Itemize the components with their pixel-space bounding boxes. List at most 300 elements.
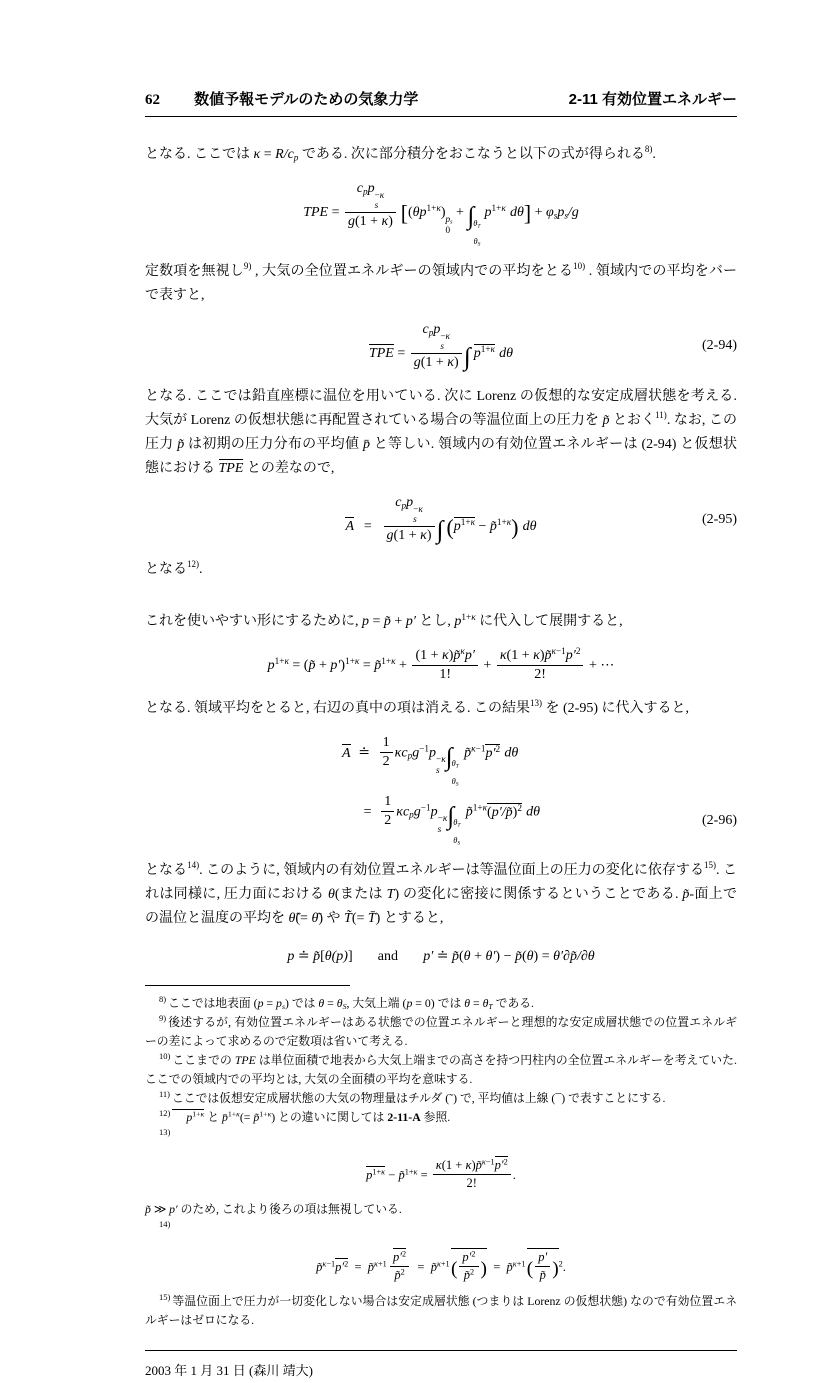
math-roman: 1+ <box>426 203 437 214</box>
subscript <box>456 764 459 770</box>
math-italic: κ <box>322 1259 327 1269</box>
equation-body-line-2 <box>342 794 540 845</box>
math-roman: 2 <box>495 743 501 754</box>
superscript <box>576 646 581 656</box>
math-roman: ( <box>407 205 413 221</box>
lower-limit <box>473 238 480 246</box>
math-roman: − <box>385 1168 399 1183</box>
math-roman: = 0) <box>412 996 435 1011</box>
stacked-supsub <box>438 813 448 834</box>
math-italic: p′ <box>491 804 502 820</box>
footnote-marker: 14) <box>159 1219 171 1230</box>
math-roman: ) <box>539 648 545 664</box>
math-italic: p̄ <box>362 436 370 452</box>
fraction <box>535 1250 550 1282</box>
math-roman: −1 <box>555 645 566 656</box>
math-italic: c <box>395 494 402 510</box>
math-italic: T <box>455 763 459 770</box>
math-roman: 2 <box>400 1267 405 1277</box>
math-roman: ) = <box>533 949 554 965</box>
numerator <box>384 495 435 526</box>
superscript <box>481 344 495 354</box>
math-italic: p̃ <box>505 804 513 820</box>
denominator <box>412 665 477 683</box>
math-roman: ] <box>347 949 353 965</box>
math-italic: p <box>257 996 264 1011</box>
math-italic: p̃ <box>464 745 472 761</box>
footnote-reference: 15) <box>703 860 716 871</box>
math-italic: p <box>406 996 413 1011</box>
lower-limit <box>452 778 459 786</box>
math-italic: κ <box>442 648 449 664</box>
math-italic: κ <box>354 656 360 667</box>
math-roman: (= <box>239 1110 254 1125</box>
equation-stack <box>342 735 540 845</box>
overline <box>342 744 351 762</box>
math-italic: θ′∂p̃/∂θ <box>553 949 595 965</box>
math-italic: p′ <box>464 648 475 664</box>
math-roman: −1 <box>420 802 431 813</box>
text-run: とおく <box>609 412 656 428</box>
math-roman: + <box>395 658 411 674</box>
footnote-marker: 10) <box>159 1051 171 1062</box>
inline-math <box>145 1202 178 1216</box>
header-left <box>145 88 418 109</box>
subscript <box>477 223 480 229</box>
integral-sign: ∫ <box>445 743 453 771</box>
math-italic: p̃ <box>452 949 459 965</box>
fraction <box>390 1248 409 1282</box>
math-italic: p <box>454 614 462 630</box>
math-italic: κ <box>465 1158 472 1173</box>
text-run: ここでは仮想安定成層状態の大気の物理量はチルダ (˜) で, 平均値は上線 (¯) で表すことにする. <box>172 1091 666 1106</box>
equation-body <box>303 181 579 247</box>
paragraph-3 <box>145 385 737 481</box>
math-italic: θ <box>451 759 456 769</box>
math-italic: p <box>409 810 414 821</box>
page-number: 62 <box>145 92 160 108</box>
math-italic: θ <box>318 996 325 1011</box>
superscript <box>471 1250 475 1259</box>
math-italic: p̃ <box>398 1168 405 1183</box>
overline <box>219 459 244 477</box>
footnote-marker: 12) <box>159 1108 171 1119</box>
math-italic: s <box>553 210 558 221</box>
subscript <box>413 514 423 525</box>
superscript <box>375 190 385 201</box>
math-italic: p̃ <box>308 658 316 674</box>
math-roman: 1+ <box>274 656 285 667</box>
math-italic: θ <box>473 218 478 228</box>
math-italic: p <box>473 346 481 362</box>
math-italic: p̃ <box>506 1259 513 1274</box>
math-italic: p <box>428 327 434 338</box>
superscript <box>381 656 395 666</box>
math-roman: 1+ <box>345 656 355 667</box>
overline <box>485 744 500 762</box>
math-roman: 2 <box>503 1157 508 1167</box>
big-delimiter: ) <box>480 1258 487 1280</box>
math-italic: p′ <box>393 1250 402 1265</box>
math-roman: = <box>359 658 375 674</box>
overline <box>335 1258 348 1274</box>
denominator <box>345 212 396 230</box>
math-roman: ≐ <box>358 745 370 761</box>
text-run: である. <box>492 996 535 1011</box>
math-roman: 2 <box>402 1249 407 1259</box>
math-italic: p′ <box>462 1250 472 1265</box>
math-italic: p′ <box>405 614 416 630</box>
equation-number: (2-95) <box>702 511 737 527</box>
math-italic: p <box>407 750 413 761</box>
math-italic: p <box>406 494 414 510</box>
math-italic: p̃ <box>544 648 552 664</box>
math-italic: κ <box>436 203 441 214</box>
overline <box>487 803 522 821</box>
superscript <box>504 1158 508 1167</box>
superscript <box>438 813 448 824</box>
superscript <box>436 754 446 765</box>
math-italic: T̄ <box>367 911 376 927</box>
math-roman: − <box>475 519 490 535</box>
math-italic: κ <box>284 656 289 667</box>
math-italic: θ <box>336 996 343 1011</box>
math-italic: c <box>356 181 363 196</box>
math-roman: = <box>417 1168 431 1183</box>
subscript <box>438 824 448 835</box>
math-italic: p <box>267 658 275 674</box>
math-roman: ( <box>459 949 464 965</box>
math-italic: p̃ <box>313 949 321 965</box>
math-roman: . <box>562 1259 566 1274</box>
math-italic: g <box>413 354 421 370</box>
math-roman: = <box>324 996 337 1011</box>
numerator <box>381 794 394 811</box>
math-italic: p <box>419 205 427 221</box>
math-italic: p′ <box>485 745 496 761</box>
math-italic: p̃ <box>539 1267 546 1282</box>
math-roman: ( <box>521 949 527 965</box>
math-italic: T <box>386 887 395 903</box>
footnote <box>145 1219 737 1238</box>
footnote-reference: 10) <box>573 260 586 271</box>
math-italic: θ <box>526 949 534 965</box>
footnote-reference: 9) <box>243 260 252 271</box>
math-roman: (1 + <box>420 354 448 370</box>
paragraph-6 <box>145 697 737 721</box>
math-italic: p̃ <box>453 648 461 664</box>
inline-math <box>344 911 380 926</box>
superscript <box>419 744 429 754</box>
math-italic: κ <box>471 743 476 754</box>
math-roman: 1+ <box>472 802 483 813</box>
superscript <box>228 1110 240 1119</box>
math-roman: ( <box>402 996 407 1011</box>
math-roman: = <box>263 996 277 1011</box>
math-roman: + <box>452 205 468 221</box>
big-delimiter: ( <box>526 1258 534 1280</box>
math-italic: dθ <box>522 519 537 535</box>
math-roman: 2 <box>382 754 390 770</box>
equation-number: (2-96) <box>702 813 737 829</box>
upper-limit <box>453 819 460 827</box>
math-italic: p <box>186 1110 193 1125</box>
math-italic: p′ <box>335 1259 345 1274</box>
math-italic: TPE <box>368 346 394 362</box>
numerator <box>412 645 477 665</box>
math-roman: 1+ <box>404 1167 414 1177</box>
text-run: . これは同様に, 圧力面における <box>145 863 738 903</box>
text-run: となる. ここでは <box>145 147 254 162</box>
inline-math <box>318 996 346 1010</box>
numerator <box>411 322 462 353</box>
math-italic: κ <box>381 1167 386 1177</box>
overline <box>527 1248 559 1282</box>
math-italic: p <box>401 500 407 511</box>
overline <box>172 1109 204 1125</box>
footnote <box>145 1013 737 1051</box>
text-run: (または <box>334 887 387 903</box>
math-italic: c <box>422 321 429 337</box>
math-italic: κ <box>445 330 450 341</box>
math-italic: θ <box>328 887 335 903</box>
math-roman: ) <box>448 648 454 664</box>
math-italic: T̃ <box>344 911 352 927</box>
text-run: 後述するが, 有効位置エネルギーはある状態での位置エネルギーと理想的な安定成層状態での位置エネルギーの差によって求めるので定数項は省いて考える. <box>145 1015 737 1049</box>
text-run: は単位面積で地表から大気上端までの高さを持つ円柱内の全位置エネルギーを考えていた. ここでの領域内での平均とは, 大気の全面積の平均を意味する. <box>145 1053 737 1087</box>
math-italic: κ <box>501 203 506 214</box>
overline <box>474 344 495 362</box>
math-italic: κ <box>379 189 385 200</box>
math-roman: − <box>374 189 380 200</box>
subscript <box>445 225 452 236</box>
math-italic: A <box>345 519 355 535</box>
math-italic: S <box>342 1002 347 1012</box>
numerator <box>380 735 393 752</box>
math-italic: T <box>477 223 481 230</box>
superscript <box>192 1110 204 1119</box>
math-roman: = <box>393 346 409 362</box>
footnote <box>145 1108 737 1127</box>
text-run: に代入して展開すると, <box>475 614 623 630</box>
superscript <box>470 1267 474 1276</box>
text-run: となる <box>145 863 188 879</box>
denominator <box>390 1266 409 1282</box>
equation-body <box>287 949 594 964</box>
math-italic: T <box>488 1002 493 1012</box>
math-italic: κ <box>506 517 512 528</box>
math-roman: ≫ <box>150 1202 170 1217</box>
math-italic: p̃ <box>145 1202 151 1217</box>
text-run: 等温位面上で圧力が一切変化しない場合は安定成層状態 (つまりは Lorenz の仮想状態) なので有効位置エネルギーはゼロになる. <box>145 1293 737 1327</box>
math-roman: 1+ <box>461 611 472 622</box>
text-run: や <box>323 911 345 927</box>
footnote-marker: 11) <box>159 1089 171 1100</box>
math-italic: p′ <box>330 658 341 674</box>
math-italic: κ <box>533 648 540 664</box>
math-italic: p <box>430 804 438 820</box>
text-run: との違いに関しては <box>275 1110 388 1125</box>
superscript <box>345 656 359 666</box>
fraction <box>411 322 462 371</box>
superscript <box>496 744 501 754</box>
fraction <box>345 181 396 230</box>
math-italic: p <box>433 321 441 337</box>
footnote-reference: 13) <box>530 698 542 709</box>
superscript <box>413 504 423 515</box>
fraction <box>433 1156 511 1190</box>
math-italic: θ <box>464 996 471 1011</box>
denominator <box>497 665 584 683</box>
superscript <box>401 1267 405 1276</box>
inline-math <box>464 996 492 1010</box>
math-italic: p̃ <box>394 1267 401 1282</box>
math-italic: TPE <box>234 1053 256 1068</box>
math-italic: s <box>374 200 379 211</box>
math-roman: − <box>437 813 443 824</box>
math-italic: κ <box>436 1259 441 1269</box>
denominator <box>411 353 462 371</box>
math-italic: p̃ <box>475 1158 482 1173</box>
math-italic: φ <box>545 205 554 221</box>
integral-limits <box>453 819 460 845</box>
overline <box>454 517 475 535</box>
math-roman: + <box>479 658 495 674</box>
equation-number: (2-94) <box>702 338 737 354</box>
math-italic: p̃ <box>430 1259 437 1274</box>
math-roman: − <box>436 754 442 765</box>
math-italic: p <box>445 213 451 224</box>
denominator <box>535 1266 550 1282</box>
math-italic: θ <box>453 818 458 828</box>
stacked-supsub <box>436 754 446 775</box>
footnote-marker: 8) <box>159 994 167 1005</box>
math-italic: κ <box>441 754 446 765</box>
math-roman: −1 <box>419 743 430 754</box>
stacked-supsub <box>375 190 385 211</box>
math-roman: 1 <box>384 794 392 810</box>
math-italic: p <box>362 614 369 630</box>
footnote <box>145 1292 737 1330</box>
math-roman: ) <box>512 804 518 820</box>
equation-body <box>366 1157 516 1190</box>
math-italic: p′ <box>423 949 434 965</box>
big-delimiter: ] <box>523 201 532 226</box>
math-italic: p <box>366 1168 373 1183</box>
math-italic: T <box>457 822 461 829</box>
subscript <box>440 341 450 352</box>
math-italic: θ̄ <box>311 911 319 927</box>
math-italic: κ <box>200 1110 205 1120</box>
math-italic: s <box>281 1002 285 1012</box>
numerator <box>459 1250 478 1265</box>
math-roman: ) <box>340 658 346 674</box>
math-italic: s <box>436 764 440 775</box>
text-run: . 領域内での平均をバーで表すと, <box>145 263 738 303</box>
subscript <box>478 241 481 247</box>
paragraph-7 <box>145 859 737 931</box>
superscript <box>461 517 475 527</box>
footnote-equation <box>145 1248 737 1282</box>
inline-math <box>363 437 370 452</box>
math-italic: s <box>450 219 453 226</box>
math-roman: −1 <box>475 743 486 754</box>
inline-math <box>219 461 244 476</box>
text-run: 定数項を無視し <box>145 263 244 279</box>
math-roman: ( <box>253 996 258 1011</box>
text-run: では <box>288 996 319 1011</box>
equation-body <box>267 645 615 683</box>
text-run: これを使いやすい形にするために, <box>145 614 362 630</box>
math-italic: κ <box>447 354 455 370</box>
math-italic: p <box>367 181 375 196</box>
inline-math <box>222 1110 275 1124</box>
text-run: ここでは地表面 <box>168 996 254 1011</box>
math-italic: p <box>484 205 492 221</box>
subscript <box>375 200 385 211</box>
text-run: となる. 領域平均をとると, 右辺の真中の項は消える. この結果 <box>145 701 530 717</box>
math-italic: dθ <box>526 804 541 820</box>
equation-p-definition <box>145 945 737 969</box>
math-italic: s <box>437 824 442 835</box>
math-roman: ) <box>454 354 459 370</box>
superscript <box>322 1259 335 1268</box>
subscript <box>436 765 446 776</box>
math-italic: κ <box>253 147 261 162</box>
superscript <box>437 1259 450 1268</box>
equation-expansion <box>145 645 737 683</box>
math-roman: ≐ <box>294 949 314 965</box>
math-italic: p <box>362 186 368 197</box>
math-italic: θ <box>463 949 471 965</box>
math-italic: κ <box>481 1157 486 1167</box>
superscript <box>440 331 450 342</box>
lower-limit <box>453 837 460 845</box>
math-roman: = <box>470 996 483 1011</box>
superscript <box>492 203 506 213</box>
math-italic: TPE <box>303 205 329 221</box>
math-italic: κ <box>413 1167 418 1177</box>
math-italic: p̃ <box>374 658 382 674</box>
overline <box>393 1248 406 1264</box>
math-roman: 2 <box>470 1267 475 1277</box>
fraction <box>381 794 394 829</box>
footnote <box>145 1089 737 1108</box>
superscript <box>482 1158 495 1167</box>
math-roman: 1+ <box>259 1110 268 1120</box>
math-roman: = <box>417 1259 425 1274</box>
equation-2-96 <box>145 735 737 845</box>
page-footer <box>145 1351 737 1383</box>
denominator <box>459 1266 478 1282</box>
math-italic: κ <box>267 1110 272 1120</box>
math-italic: /g <box>567 205 579 221</box>
math-italic: θ̃ <box>288 911 296 927</box>
math-italic: κ <box>499 648 507 664</box>
footnote <box>145 1127 737 1146</box>
math-italic: dθ <box>509 205 524 221</box>
math-roman: ) <box>271 1110 276 1125</box>
big-delimiter: ) <box>552 1258 559 1280</box>
math-italic: TPE <box>218 460 244 476</box>
math-italic: p <box>429 745 437 761</box>
math-roman: (1 + <box>506 648 534 664</box>
math-roman: + <box>470 949 486 965</box>
text-run: とし, <box>415 614 455 630</box>
math-italic: κ <box>551 645 556 656</box>
math-roman: ( <box>487 804 492 820</box>
math-roman: 1+ <box>192 1110 201 1120</box>
